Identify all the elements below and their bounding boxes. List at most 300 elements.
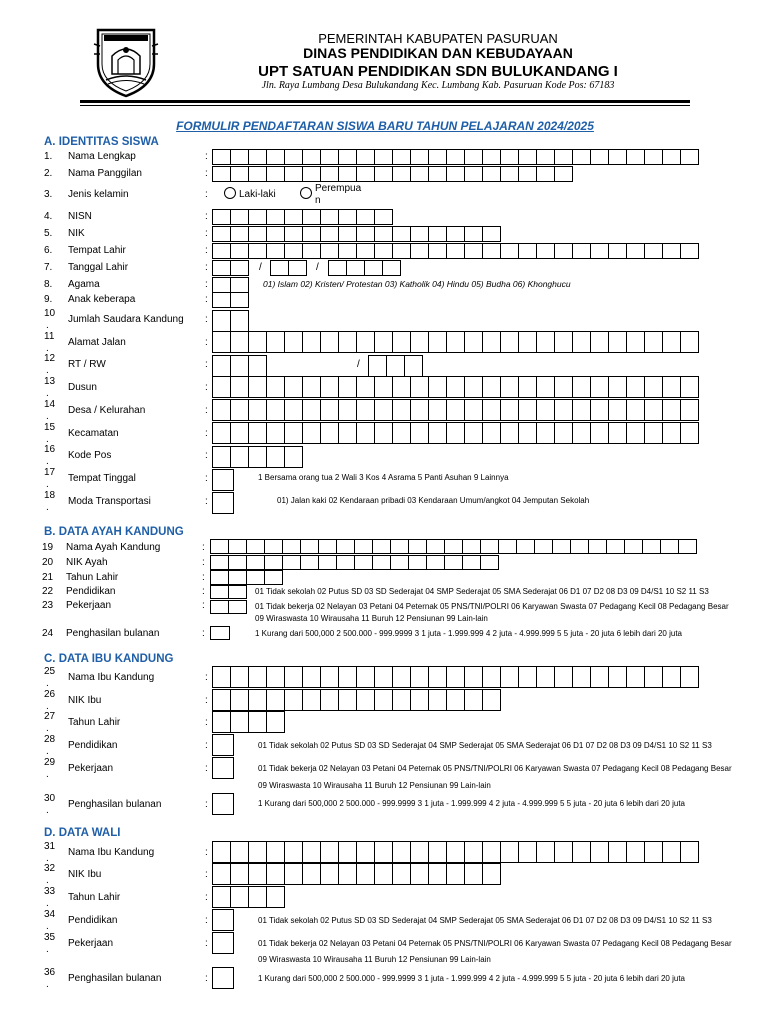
input-cell[interactable] — [644, 376, 663, 398]
input-cell[interactable] — [368, 355, 387, 377]
input-cell[interactable] — [356, 209, 375, 225]
input-cell[interactable] — [386, 355, 405, 377]
input-cell[interactable] — [518, 841, 537, 863]
input-cell[interactable] — [338, 209, 357, 225]
desa-field[interactable] — [212, 399, 699, 421]
input-cell[interactable] — [482, 689, 501, 711]
input-cell[interactable] — [374, 399, 393, 421]
input-cell[interactable] — [482, 149, 501, 165]
input-cell[interactable] — [410, 863, 429, 885]
input-cell[interactable] — [500, 399, 519, 421]
input-cell[interactable] — [230, 399, 249, 421]
input-cell[interactable] — [554, 331, 573, 353]
input-cell[interactable] — [482, 166, 501, 182]
input-cell[interactable] — [428, 863, 447, 885]
input-cell[interactable] — [212, 277, 231, 293]
input-cell[interactable] — [518, 166, 537, 182]
input-cell[interactable] — [212, 492, 234, 514]
input-cell[interactable] — [536, 149, 555, 165]
nik-ibu-field[interactable] — [212, 689, 501, 711]
input-cell[interactable] — [212, 967, 234, 989]
input-cell[interactable] — [534, 539, 553, 554]
input-cell[interactable] — [374, 209, 393, 225]
input-cell[interactable] — [284, 863, 303, 885]
input-cell[interactable] — [464, 331, 483, 353]
jumlah-saudara-field[interactable] — [212, 310, 249, 332]
input-cell[interactable] — [662, 399, 681, 421]
input-cell[interactable] — [392, 863, 411, 885]
input-cell[interactable] — [446, 841, 465, 863]
input-cell[interactable] — [392, 841, 411, 863]
input-cell[interactable] — [536, 166, 555, 182]
input-cell[interactable] — [302, 376, 321, 398]
input-cell[interactable] — [428, 841, 447, 863]
input-cell[interactable] — [284, 666, 303, 688]
input-cell[interactable] — [356, 149, 375, 165]
input-cell[interactable] — [248, 446, 267, 468]
input-cell[interactable] — [266, 243, 285, 259]
input-cell[interactable] — [374, 666, 393, 688]
input-cell[interactable] — [392, 376, 411, 398]
input-cell[interactable] — [230, 886, 249, 908]
nik-ayah-field[interactable] — [210, 555, 499, 570]
nisn-field[interactable] — [212, 209, 393, 225]
input-cell[interactable] — [410, 841, 429, 863]
input-cell[interactable] — [248, 331, 267, 353]
agama-field[interactable] — [212, 277, 249, 293]
input-cell[interactable] — [626, 149, 645, 165]
anak-keberapa-field[interactable] — [212, 292, 249, 308]
input-cell[interactable] — [428, 226, 447, 242]
input-cell[interactable] — [446, 376, 465, 398]
input-cell[interactable] — [410, 422, 429, 444]
input-cell[interactable] — [212, 711, 231, 733]
input-cell[interactable] — [374, 166, 393, 182]
input-cell[interactable] — [392, 422, 411, 444]
input-cell[interactable] — [608, 376, 627, 398]
input-cell[interactable] — [374, 376, 393, 398]
input-cell[interactable] — [462, 539, 481, 554]
input-cell[interactable] — [500, 243, 519, 259]
input-cell[interactable] — [248, 243, 267, 259]
input-cell[interactable] — [536, 243, 555, 259]
input-cell[interactable] — [248, 666, 267, 688]
alamat-jalan-field[interactable] — [212, 331, 699, 353]
input-cell[interactable] — [590, 376, 609, 398]
input-cell[interactable] — [320, 209, 339, 225]
input-cell[interactable] — [482, 331, 501, 353]
input-cell[interactable] — [248, 689, 267, 711]
input-cell[interactable] — [390, 539, 409, 554]
input-cell[interactable] — [266, 863, 285, 885]
input-cell[interactable] — [536, 331, 555, 353]
input-cell[interactable] — [356, 243, 375, 259]
input-cell[interactable] — [500, 149, 519, 165]
input-cell[interactable] — [248, 711, 267, 733]
input-cell[interactable] — [320, 149, 339, 165]
input-cell[interactable] — [266, 331, 285, 353]
nama-ayah-field[interactable] — [210, 539, 697, 554]
input-cell[interactable] — [392, 666, 411, 688]
input-cell[interactable] — [282, 555, 301, 570]
input-cell[interactable] — [588, 539, 607, 554]
input-cell[interactable] — [480, 555, 499, 570]
input-cell[interactable] — [590, 841, 609, 863]
input-cell[interactable] — [230, 355, 249, 377]
input-cell[interactable] — [382, 260, 401, 276]
input-cell[interactable] — [410, 399, 429, 421]
input-cell[interactable] — [212, 666, 231, 688]
input-cell[interactable] — [500, 422, 519, 444]
input-cell[interactable] — [464, 226, 483, 242]
kecamatan-field[interactable] — [212, 422, 699, 444]
input-cell[interactable] — [266, 149, 285, 165]
input-cell[interactable] — [230, 666, 249, 688]
input-cell[interactable] — [228, 570, 247, 585]
input-cell[interactable] — [590, 149, 609, 165]
pendidikan-ayah-field[interactable] — [210, 585, 247, 599]
input-cell[interactable] — [338, 166, 357, 182]
input-cell[interactable] — [302, 666, 321, 688]
input-cell[interactable] — [212, 422, 231, 444]
input-cell[interactable] — [572, 666, 591, 688]
input-cell[interactable] — [318, 555, 337, 570]
input-cell[interactable] — [374, 226, 393, 242]
input-cell[interactable] — [302, 689, 321, 711]
input-cell[interactable] — [446, 863, 465, 885]
input-cell[interactable] — [446, 399, 465, 421]
nik-field[interactable] — [212, 226, 501, 242]
input-cell[interactable] — [212, 376, 231, 398]
input-cell[interactable] — [300, 539, 319, 554]
input-cell[interactable] — [302, 243, 321, 259]
input-cell[interactable] — [644, 841, 663, 863]
input-cell[interactable] — [212, 310, 231, 332]
input-cell[interactable] — [608, 841, 627, 863]
input-cell[interactable] — [264, 539, 283, 554]
input-cell[interactable] — [230, 711, 249, 733]
input-cell[interactable] — [590, 331, 609, 353]
tanggal-lahir-month-field[interactable] — [270, 260, 307, 276]
input-cell[interactable] — [230, 376, 249, 398]
input-cell[interactable] — [248, 886, 267, 908]
input-cell[interactable] — [392, 331, 411, 353]
input-cell[interactable] — [320, 863, 339, 885]
input-cell[interactable] — [248, 226, 267, 242]
input-cell[interactable] — [270, 260, 289, 276]
input-cell[interactable] — [212, 932, 234, 954]
input-cell[interactable] — [212, 226, 231, 242]
input-cell[interactable] — [230, 243, 249, 259]
input-cell[interactable] — [320, 376, 339, 398]
input-cell[interactable] — [246, 539, 265, 554]
tahun-lahir-ibu-field[interactable] — [212, 711, 285, 733]
input-cell[interactable] — [284, 446, 303, 468]
input-cell[interactable] — [374, 243, 393, 259]
input-cell[interactable] — [356, 376, 375, 398]
input-cell[interactable] — [464, 841, 483, 863]
nama-lengkap-field[interactable] — [212, 149, 699, 165]
input-cell[interactable] — [426, 555, 445, 570]
input-cell[interactable] — [428, 399, 447, 421]
input-cell[interactable] — [300, 555, 319, 570]
input-cell[interactable] — [482, 399, 501, 421]
input-cell[interactable] — [608, 399, 627, 421]
input-cell[interactable] — [464, 666, 483, 688]
input-cell[interactable] — [680, 666, 699, 688]
tahun-lahir-wali-field[interactable] — [212, 886, 285, 908]
input-cell[interactable] — [446, 149, 465, 165]
input-cell[interactable] — [608, 422, 627, 444]
input-cell[interactable] — [662, 666, 681, 688]
input-cell[interactable] — [320, 666, 339, 688]
input-cell[interactable] — [302, 209, 321, 225]
input-cell[interactable] — [428, 149, 447, 165]
input-cell[interactable] — [680, 422, 699, 444]
input-cell[interactable] — [428, 666, 447, 688]
input-cell[interactable] — [364, 260, 383, 276]
input-cell[interactable] — [230, 422, 249, 444]
input-cell[interactable] — [212, 734, 234, 756]
penghasilan-ibu-field[interactable] — [212, 793, 234, 815]
input-cell[interactable] — [282, 539, 301, 554]
input-cell[interactable] — [410, 166, 429, 182]
tempat-lahir-field[interactable] — [212, 243, 699, 259]
input-cell[interactable] — [482, 422, 501, 444]
input-cell[interactable] — [590, 243, 609, 259]
input-cell[interactable] — [498, 539, 517, 554]
input-cell[interactable] — [554, 399, 573, 421]
input-cell[interactable] — [644, 149, 663, 165]
input-cell[interactable] — [230, 166, 249, 182]
input-cell[interactable] — [662, 841, 681, 863]
input-cell[interactable] — [354, 539, 373, 554]
input-cell[interactable] — [392, 166, 411, 182]
input-cell[interactable] — [374, 149, 393, 165]
input-cell[interactable] — [372, 539, 391, 554]
input-cell[interactable] — [212, 909, 234, 931]
input-cell[interactable] — [374, 331, 393, 353]
input-cell[interactable] — [284, 209, 303, 225]
input-cell[interactable] — [320, 166, 339, 182]
input-cell[interactable] — [662, 376, 681, 398]
input-cell[interactable] — [356, 666, 375, 688]
input-cell[interactable] — [680, 331, 699, 353]
input-cell[interactable] — [230, 841, 249, 863]
input-cell[interactable] — [662, 243, 681, 259]
input-cell[interactable] — [482, 666, 501, 688]
input-cell[interactable] — [374, 689, 393, 711]
input-cell[interactable] — [608, 243, 627, 259]
input-cell[interactable] — [210, 539, 229, 554]
input-cell[interactable] — [480, 539, 499, 554]
input-cell[interactable] — [408, 539, 427, 554]
input-cell[interactable] — [392, 226, 411, 242]
input-cell[interactable] — [464, 376, 483, 398]
input-cell[interactable] — [552, 539, 571, 554]
input-cell[interactable] — [288, 260, 307, 276]
nik-wali-field[interactable] — [212, 863, 501, 885]
input-cell[interactable] — [210, 570, 229, 585]
input-cell[interactable] — [336, 539, 355, 554]
gender-male-radio[interactable] — [224, 187, 236, 199]
input-cell[interactable] — [516, 539, 535, 554]
input-cell[interactable] — [302, 331, 321, 353]
input-cell[interactable] — [302, 422, 321, 444]
input-cell[interactable] — [302, 399, 321, 421]
tanggal-lahir-day-field[interactable] — [212, 260, 249, 276]
input-cell[interactable] — [212, 841, 231, 863]
input-cell[interactable] — [410, 376, 429, 398]
input-cell[interactable] — [230, 209, 249, 225]
input-cell[interactable] — [328, 260, 347, 276]
input-cell[interactable] — [230, 277, 249, 293]
input-cell[interactable] — [336, 555, 355, 570]
input-cell[interactable] — [518, 376, 537, 398]
input-cell[interactable] — [410, 149, 429, 165]
input-cell[interactable] — [446, 422, 465, 444]
input-cell[interactable] — [536, 422, 555, 444]
input-cell[interactable] — [284, 376, 303, 398]
input-cell[interactable] — [266, 209, 285, 225]
input-cell[interactable] — [248, 399, 267, 421]
input-cell[interactable] — [284, 243, 303, 259]
input-cell[interactable] — [660, 539, 679, 554]
input-cell[interactable] — [212, 209, 231, 225]
input-cell[interactable] — [428, 689, 447, 711]
input-cell[interactable] — [408, 555, 427, 570]
input-cell[interactable] — [230, 310, 249, 332]
input-cell[interactable] — [590, 422, 609, 444]
input-cell[interactable] — [410, 331, 429, 353]
pekerjaan-wali-field[interactable] — [212, 932, 234, 954]
tempat-tinggal-field[interactable] — [212, 469, 234, 491]
input-cell[interactable] — [284, 689, 303, 711]
input-cell[interactable] — [264, 555, 283, 570]
input-cell[interactable] — [680, 243, 699, 259]
input-cell[interactable] — [446, 243, 465, 259]
input-cell[interactable] — [644, 422, 663, 444]
input-cell[interactable] — [464, 422, 483, 444]
input-cell[interactable] — [356, 166, 375, 182]
input-cell[interactable] — [212, 446, 231, 468]
input-cell[interactable] — [572, 149, 591, 165]
input-cell[interactable] — [680, 841, 699, 863]
input-cell[interactable] — [356, 331, 375, 353]
input-cell[interactable] — [428, 243, 447, 259]
input-cell[interactable] — [212, 886, 231, 908]
input-cell[interactable] — [284, 149, 303, 165]
input-cell[interactable] — [572, 376, 591, 398]
input-cell[interactable] — [410, 243, 429, 259]
input-cell[interactable] — [264, 570, 283, 585]
input-cell[interactable] — [356, 399, 375, 421]
input-cell[interactable] — [266, 886, 285, 908]
input-cell[interactable] — [572, 399, 591, 421]
input-cell[interactable] — [266, 666, 285, 688]
input-cell[interactable] — [266, 711, 285, 733]
input-cell[interactable] — [680, 399, 699, 421]
input-cell[interactable] — [320, 841, 339, 863]
input-cell[interactable] — [606, 539, 625, 554]
input-cell[interactable] — [404, 355, 423, 377]
input-cell[interactable] — [374, 863, 393, 885]
input-cell[interactable] — [230, 689, 249, 711]
input-cell[interactable] — [572, 841, 591, 863]
input-cell[interactable] — [228, 585, 247, 599]
input-cell[interactable] — [554, 422, 573, 444]
penghasilan-ayah-field[interactable] — [210, 626, 230, 640]
input-cell[interactable] — [248, 863, 267, 885]
input-cell[interactable] — [410, 666, 429, 688]
rt-field[interactable] — [212, 355, 267, 377]
input-cell[interactable] — [212, 355, 231, 377]
input-cell[interactable] — [212, 331, 231, 353]
input-cell[interactable] — [212, 757, 234, 779]
input-cell[interactable] — [212, 292, 231, 308]
input-cell[interactable] — [410, 689, 429, 711]
input-cell[interactable] — [444, 555, 463, 570]
input-cell[interactable] — [590, 666, 609, 688]
input-cell[interactable] — [210, 626, 230, 640]
input-cell[interactable] — [212, 689, 231, 711]
input-cell[interactable] — [246, 570, 265, 585]
input-cell[interactable] — [536, 376, 555, 398]
input-cell[interactable] — [338, 226, 357, 242]
input-cell[interactable] — [644, 666, 663, 688]
input-cell[interactable] — [500, 376, 519, 398]
input-cell[interactable] — [338, 243, 357, 259]
input-cell[interactable] — [390, 555, 409, 570]
input-cell[interactable] — [338, 841, 357, 863]
input-cell[interactable] — [518, 666, 537, 688]
input-cell[interactable] — [392, 689, 411, 711]
transportasi-field[interactable] — [212, 492, 234, 514]
input-cell[interactable] — [462, 555, 481, 570]
input-cell[interactable] — [228, 600, 247, 614]
input-cell[interactable] — [626, 331, 645, 353]
input-cell[interactable] — [266, 166, 285, 182]
input-cell[interactable] — [302, 863, 321, 885]
input-cell[interactable] — [248, 166, 267, 182]
gender-female-radio[interactable] — [300, 187, 312, 199]
input-cell[interactable] — [626, 243, 645, 259]
input-cell[interactable] — [356, 863, 375, 885]
input-cell[interactable] — [248, 841, 267, 863]
input-cell[interactable] — [446, 166, 465, 182]
input-cell[interactable] — [212, 863, 231, 885]
input-cell[interactable] — [302, 226, 321, 242]
input-cell[interactable] — [428, 422, 447, 444]
input-cell[interactable] — [464, 166, 483, 182]
pendidikan-wali-field[interactable] — [212, 909, 234, 931]
input-cell[interactable] — [518, 149, 537, 165]
input-cell[interactable] — [518, 422, 537, 444]
input-cell[interactable] — [482, 243, 501, 259]
input-cell[interactable] — [338, 689, 357, 711]
input-cell[interactable] — [392, 149, 411, 165]
input-cell[interactable] — [590, 399, 609, 421]
input-cell[interactable] — [662, 149, 681, 165]
input-cell[interactable] — [266, 422, 285, 444]
input-cell[interactable] — [644, 399, 663, 421]
input-cell[interactable] — [644, 243, 663, 259]
input-cell[interactable] — [626, 422, 645, 444]
input-cell[interactable] — [230, 292, 249, 308]
input-cell[interactable] — [284, 166, 303, 182]
input-cell[interactable] — [500, 841, 519, 863]
input-cell[interactable] — [212, 260, 231, 276]
